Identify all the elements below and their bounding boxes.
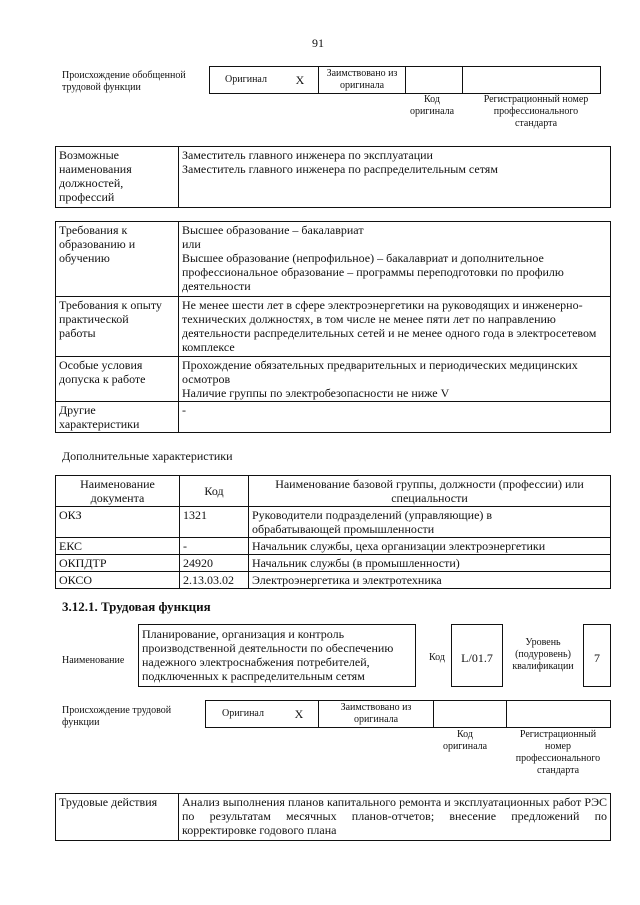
requirements-table — [55, 221, 611, 433]
row-doc: ЕКС — [56, 538, 180, 555]
experience-label: Требования к опыту практической работы — [56, 297, 179, 357]
borrowed-cell: Заимствовано из оригинала — [319, 701, 434, 728]
header-code: Код — [180, 476, 249, 507]
positions-value: Заместитель главного инженера по эксплуатации Заместитель главного инженера по распределительным сетям — [179, 147, 611, 208]
row-code: 24920 — [180, 555, 249, 572]
header-group: Наименование базовой группы, должности (профессии) или специальности — [249, 476, 611, 507]
level-value: 7 — [583, 624, 611, 687]
positions-table — [55, 146, 611, 208]
admission-label: Особые условия допуска к работе — [56, 357, 179, 402]
page-number: 91 — [312, 36, 324, 50]
additional-title: Дополнительные характеристики — [62, 449, 233, 463]
original-cell: Оригинал — [206, 701, 281, 728]
admission-value: Прохождение обязательных предварительных и периодических медицинских осмотров Наличие группы по электробезопасности не ниже V — [179, 357, 611, 402]
row-group: Начальник службы (в промышленности) — [249, 555, 611, 572]
original-mark: X — [282, 67, 319, 94]
row-doc: ОКЗ — [56, 507, 180, 538]
table-row — [56, 538, 611, 555]
origin2-code-cell — [434, 701, 507, 728]
header-document: Наименование документа — [56, 476, 180, 507]
function-code-value: L/01.7 — [451, 624, 503, 687]
education-value: Высшее образование – бакалавриат или Высшее образование (непрофильное) – бакалавриат и дополнительное профессиональное образование – программы переподготовки по профилю деятельности — [179, 222, 611, 297]
code-caption: Код оригинала — [442, 729, 488, 752]
registration-caption: Регистрационный номер профессионального стандарта — [483, 94, 589, 129]
function-code-label: Код — [429, 652, 445, 663]
level-label: Уровень (подуровень) квалификации — [512, 637, 574, 672]
row-code: 2.13.03.02 — [180, 572, 249, 589]
actions-table — [55, 793, 611, 841]
other-label: Другие характеристики — [56, 402, 179, 433]
table-row — [56, 555, 611, 572]
original-mark: X — [280, 701, 319, 728]
origin2-label: Происхождение трудовой функции — [62, 705, 172, 728]
actions-value: Анализ выполнения планов капитального ремонта и эксплуатационных работ РЭС по результатам месячных планов-отчетов; внесение предложений по корректировке годового плана — [179, 794, 611, 841]
function-heading: 3.12.1. Трудовая функция — [62, 599, 211, 614]
table-row — [56, 507, 611, 538]
additional-table — [55, 475, 611, 589]
function-name-label: Наименование — [62, 655, 125, 666]
origin-code-cell — [406, 67, 463, 94]
education-label: Требования к образованию и обучению — [56, 222, 179, 297]
table-row — [56, 572, 611, 589]
positions-label: Возможные наименования должностей, профессий — [56, 147, 179, 208]
row-doc: ОКПДТР — [56, 555, 180, 572]
borrowed-cell: Заимствовано из оригинала — [319, 67, 406, 94]
actions-label: Трудовые действия — [56, 794, 179, 841]
origin-table — [209, 66, 601, 94]
row-group: Начальник службы, цеха организации электроэнергетики — [249, 538, 611, 555]
other-value: - — [179, 402, 611, 433]
row-doc: ОКСО — [56, 572, 180, 589]
registration-caption: Регистрационный номер профессионального стандарта — [515, 729, 601, 776]
origin2-table — [205, 700, 611, 728]
registration-cell — [507, 701, 611, 728]
original-cell: Оригинал — [210, 67, 283, 94]
row-group: Электроэнергетика и электротехника — [249, 572, 611, 589]
origin-label: Происхождение обобщенной трудовой функции — [62, 70, 186, 93]
row-code: - — [180, 538, 249, 555]
experience-value: Не менее шести лет в сфере электроэнергетики на руководящих и инженерно-технических должностях, в том числе не менее пяти лет по направлению деятельности распределительных сетей и не менее одного года в электросетевом комплексе — [179, 297, 611, 357]
code-caption: Код оригинала — [409, 94, 455, 117]
row-group: Руководители подразделений (управляющие) в обрабатывающей промышленности — [249, 507, 611, 538]
row-code: 1321 — [180, 507, 249, 538]
registration-cell — [463, 67, 601, 94]
function-name-value: Планирование, организация и контроль производственной деятельности по обеспечению надежного электроснабжения потребителей, подключенных к распределительным сетям — [138, 624, 416, 687]
